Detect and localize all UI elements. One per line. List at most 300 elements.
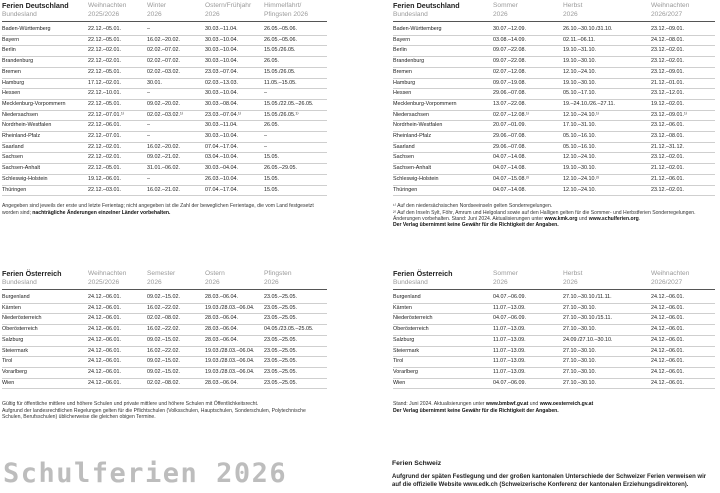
bundesland-cell: Burgenland (2, 290, 88, 304)
header-herbst: Herbst (563, 270, 583, 277)
header-sommer: Sommer (493, 2, 518, 9)
date-cell: 04.07.–14.08. (493, 153, 563, 164)
date-cell: 23.05.–25.05. (264, 378, 327, 389)
de-left-note (2, 203, 332, 216)
header-sommer: Sommer (493, 270, 518, 277)
bundesland-cell: Niedersachsen (393, 110, 493, 121)
table-row (393, 314, 715, 325)
table-row (2, 346, 327, 357)
table-row (393, 78, 715, 89)
bundesland-cell: Saarland (2, 142, 88, 153)
date-cell: 04.07.–06.09. (493, 378, 563, 389)
date-cell: 02.03.–13.03. (205, 78, 264, 89)
de-right-table (393, 1, 715, 196)
date-cell: 23.12.–09.01.¹⁾ (651, 110, 715, 121)
table-row (2, 57, 327, 68)
date-cell: 30.03.–10.04. (205, 35, 264, 46)
date-cell: 24.12.–06.01. (651, 378, 715, 389)
header-title: Ferien Deutschland (2, 1, 69, 10)
table-row (393, 325, 715, 336)
date-cell: 19.10.–30.10. (563, 164, 651, 175)
date-cell: 29.06.–07.08. (493, 132, 563, 143)
date-cell: 24.12.–06.01. (88, 314, 147, 325)
date-cell: 24.12.–06.01. (88, 357, 147, 368)
date-cell: 12.10.–24.10. (563, 153, 651, 164)
date-cell: 27.10.–30.10. (563, 346, 651, 357)
link-schulferien[interactable]: www.schulferien.org (588, 216, 639, 223)
date-cell: 17.10.–31.10. (563, 121, 651, 132)
date-cell: 11.07.–13.09. (493, 325, 563, 336)
date-cell: 04.05./23.05.–25.05. (264, 325, 327, 336)
date-cell: 22.12.–06.01. (88, 121, 147, 132)
date-cell: 19.03./28.03.–06.04. (205, 367, 264, 378)
date-cell: 27.10.–30.10. (563, 325, 651, 336)
bundesland-cell: Salzburg (393, 335, 493, 346)
date-cell: 24.12.–06.01. (651, 346, 715, 357)
header-year: 2026 (205, 10, 264, 22)
table-row (2, 67, 327, 78)
date-cell: 29.06.–07.08. (493, 89, 563, 100)
date-cell: 28.03.–06.04. (205, 314, 264, 325)
bundesland-cell: Vorarlberg (393, 367, 493, 378)
date-cell: 15.05./26.05. (264, 46, 327, 57)
table-row (393, 142, 715, 153)
bundesland-cell: Sachsen (2, 153, 88, 164)
bundesland-cell: Steiermark (2, 346, 88, 357)
date-cell: 04.07.–15.08.²⁾ (493, 174, 563, 185)
date-cell: 02.02.–03.02. (147, 67, 205, 78)
date-cell: 09.02.–15.02. (147, 290, 205, 304)
header-year: 2026 (264, 278, 327, 290)
bundesland-cell: Schleswig-Holstein (393, 174, 493, 185)
date-cell: 27.10.–30.10./11.11. (563, 290, 651, 304)
date-cell: 04.07.–14.08. (493, 164, 563, 175)
date-cell: 05.10.–16.10. (563, 132, 651, 143)
date-cell: 22.12.–05.01. (88, 22, 147, 36)
table-row (2, 335, 327, 346)
date-cell: 15.05./22.05.–26.05. (264, 99, 327, 110)
table-row (2, 110, 327, 121)
table-row (393, 22, 715, 36)
date-cell: 02.02.–07.02. (147, 46, 205, 57)
date-cell: 24.12.–06.01. (651, 357, 715, 368)
header-semester: Semester (147, 270, 176, 277)
date-cell: 16.02.–22.02. (147, 325, 205, 336)
date-cell: 23.12.–06.01. (651, 121, 715, 132)
table-row (393, 153, 715, 164)
bundesland-cell: Nordrhein-Westfalen (393, 121, 493, 132)
footnote-1: ¹⁾ Auf den niedersächsischen Nordseeinseln gelten Sonderregelungen. (393, 203, 553, 210)
date-cell: 23.12.–09.01. (651, 67, 715, 78)
footnote-3: Änderungen vorbehalten. Stand: Juni 2024. Aktualisierungen unter (393, 216, 545, 223)
date-cell: – (147, 22, 205, 36)
date-cell: 02.02.–07.02. (147, 57, 205, 68)
header-year: 2025/2026 (88, 278, 147, 290)
date-cell: 30.01. (147, 78, 205, 89)
date-cell: 19.12.–06.01. (88, 174, 147, 185)
bundesland-cell: Schleswig-Holstein (2, 174, 88, 185)
date-cell: 21.12.–06.01. (651, 174, 715, 185)
header-title: Ferien Österreich (393, 269, 453, 278)
header-title: Ferien Österreich (2, 269, 62, 278)
bundesland-cell: Mecklenburg-Vorpommern (393, 99, 493, 110)
note-line: Gültig für öffentliche mittlere und höhere Schulen und private mittlere und höhere Schulen mit Öffentlichkeitsrecht. (2, 401, 259, 408)
date-cell: 22.12.–02.01. (88, 153, 147, 164)
link-kmk[interactable]: www.kmk.org (544, 216, 578, 223)
table-row (393, 174, 715, 185)
date-cell: 19.03./28.03.–06.04. (205, 303, 264, 314)
bundesland-cell: Oberösterreich (2, 325, 88, 336)
date-cell: – (147, 89, 205, 100)
date-cell: 30.07.–12.09. (493, 22, 563, 36)
date-cell: 22.12.–02.01. (88, 57, 147, 68)
header-year: 2026 (563, 278, 651, 290)
date-cell: 23.12.–02.01. (651, 46, 715, 57)
table-row (393, 132, 715, 143)
table-row (2, 185, 327, 196)
date-cell: 24.12.–06.01. (651, 367, 715, 378)
date-cell: 05.10.–17.10. (563, 89, 651, 100)
date-cell: 30.03.–11.04. (205, 22, 264, 36)
bundesland-cell: Rheinland-Pfalz (393, 132, 493, 143)
date-cell: 09.07.–19.08. (493, 78, 563, 89)
table-row (393, 290, 715, 304)
table-row (393, 121, 715, 132)
de-table-right (393, 1, 715, 229)
header-year: Pfingsten 2026 (264, 10, 327, 22)
date-cell: – (264, 89, 327, 100)
de-right-footnotes (393, 203, 715, 229)
date-cell: 31.01.–06.02. (147, 164, 205, 175)
table-row (2, 357, 327, 368)
bundesland-cell: Baden-Württemberg (393, 22, 493, 36)
bundesland-cell: Nordrhein-Westfalen (2, 121, 88, 132)
date-cell: 16.02.–20.02. (147, 142, 205, 153)
link-bmbwf[interactable]: www.bmbwf.gv.at (485, 401, 529, 408)
date-cell: 16.02.–20.02. (147, 35, 205, 46)
disclaimer: Der Verlag übernimmt keine Gewähr für die Richtigkeit der Angaben. (393, 222, 559, 229)
date-cell: 21.12.–01.01. (651, 78, 715, 89)
bundesland-cell: Wien (393, 378, 493, 389)
table-row (393, 35, 715, 46)
date-cell: 24.12.–06.01. (88, 346, 147, 357)
date-cell: 23.03.–07.04.¹⁾ (205, 110, 264, 121)
date-cell: 23.12.–12.01. (651, 89, 715, 100)
date-cell: 21.12.–02.01. (651, 164, 715, 175)
bundesland-cell: Niederösterreich (393, 314, 493, 325)
table-row (2, 367, 327, 378)
date-cell: 23.05.–25.05. (264, 290, 327, 304)
date-cell: 12.10.–24.10.²⁾ (563, 174, 651, 185)
date-cell: 19.10.–31.10. (563, 46, 651, 57)
date-cell: 12.10.–24.10. (563, 185, 651, 196)
table-row (2, 121, 327, 132)
bundesland-cell: Saarland (393, 142, 493, 153)
date-cell: 23.05.–25.05. (264, 357, 327, 368)
header-weihnachten: Weihnachten (88, 2, 127, 9)
date-cell: 24.12.–06.01. (651, 314, 715, 325)
date-cell: 24.12.–06.01. (651, 325, 715, 336)
bundesland-cell: Sachsen-Anhalt (393, 164, 493, 175)
table-row (2, 89, 327, 100)
header-bundesland: Bundesland (2, 10, 88, 22)
date-cell: 28.03.–06.04. (205, 290, 264, 304)
header-year: 2026 (493, 10, 563, 22)
date-cell: 04.07.–06.09. (493, 314, 563, 325)
header-year: 2026 (493, 278, 563, 290)
table-row (2, 46, 327, 57)
date-cell: 30.03.–10.04. (205, 57, 264, 68)
date-cell: 23.03.–07.04. (205, 67, 264, 78)
table-row (393, 335, 715, 346)
de-left-table (2, 1, 327, 196)
table-row (393, 357, 715, 368)
date-cell: 02.02.–03.02.¹⁾ (147, 110, 205, 121)
bundesland-cell: Hessen (2, 89, 88, 100)
date-cell: 09.02.–15.02. (147, 367, 205, 378)
date-cell: 03.08.–14.09. (493, 35, 563, 46)
note-bold: nachträgliche Änderungen einzelner Länder vorbehalten. (32, 209, 171, 216)
bundesland-cell: Tirol (393, 357, 493, 368)
table-row (393, 89, 715, 100)
date-cell: 07.04.–17.04. (205, 142, 264, 153)
date-cell: 27.10.–30.10. (563, 367, 651, 378)
table-row (2, 153, 327, 164)
date-cell: 22.12.–05.01. (88, 99, 147, 110)
at-right-footnotes (393, 401, 715, 414)
at-left-table (2, 269, 327, 389)
table-row (2, 303, 327, 314)
table-row (2, 174, 327, 185)
date-cell: 12.10.–24.10.¹⁾ (563, 110, 651, 121)
date-cell: 07.04.–17.04. (205, 185, 264, 196)
date-cell: 27.10.–30.10. (563, 357, 651, 368)
date-cell: 24.12.–06.01. (651, 303, 715, 314)
date-cell: 03.04.–10.04. (205, 153, 264, 164)
schweiz-text: Aufgrund der späten Festlegung und der großen kantonalen Unterschiede der Schweizer Ferien verweisen wir auf die offizielle Website www.edk.ch (Schweizerische Konferenz der kantonalen Erziehungsdirektoren). (392, 474, 707, 488)
date-cell: 28.03.–06.04. (205, 378, 264, 389)
table-row (393, 99, 715, 110)
header-year: 2026/2027 (651, 10, 715, 22)
bundesland-cell: Mecklenburg-Vorpommern (2, 99, 88, 110)
bundesland-cell: Sachsen-Anhalt (2, 164, 88, 175)
date-cell: 27.10.–30.10. (563, 303, 651, 314)
bundesland-cell: Rheinland-Pfalz (2, 132, 88, 143)
date-cell: 15.05. (264, 185, 327, 196)
bundesland-cell: Thüringen (393, 185, 493, 196)
at-left-note (2, 401, 332, 420)
date-cell: 24.12.–06.01. (88, 367, 147, 378)
date-cell: 19.03./28.03.–06.04. (205, 357, 264, 368)
at-right-rows (393, 290, 715, 389)
table-row (2, 378, 327, 389)
date-cell: 23.12.–02.01. (651, 57, 715, 68)
table-row (2, 164, 327, 175)
date-cell: 22.12.–07.01. (88, 132, 147, 143)
date-cell: 30.03.–11.04. (205, 121, 264, 132)
date-cell: 22.12.–07.01.¹⁾ (88, 110, 147, 121)
date-cell: 11.07.–13.09. (493, 303, 563, 314)
date-cell: – (264, 142, 327, 153)
header-herbst: Herbst (563, 2, 583, 9)
table-row (393, 110, 715, 121)
date-cell: 12.10.–24.10. (563, 67, 651, 78)
bundesland-cell: Burgenland (393, 290, 493, 304)
note-line: worden sind; (2, 209, 33, 216)
date-cell: 20.07.–01.09. (493, 121, 563, 132)
at-right-table (393, 269, 715, 389)
table-row (2, 142, 327, 153)
date-cell: 05.10.–16.10. (563, 142, 651, 153)
date-cell: 15.05./26.05. (264, 67, 327, 78)
schweiz-title: Ferien Schweiz (392, 460, 442, 467)
bundesland-cell: Berlin (2, 46, 88, 57)
date-cell: 13.07.–22.08. (493, 99, 563, 110)
date-cell: 09.07.–22.08. (493, 57, 563, 68)
date-cell: 24.12.–06.01. (88, 335, 147, 346)
bundesland-cell: Hessen (393, 89, 493, 100)
date-cell: 23.05.–25.05. (264, 314, 327, 325)
date-cell: 26.05. (264, 57, 327, 68)
header-ostern: Ostern/Frühjahr (205, 2, 252, 9)
table-row (2, 22, 327, 36)
bundesland-cell: Berlin (393, 46, 493, 57)
date-cell: 30.03.–10.04. (205, 89, 264, 100)
de-left-rows (2, 22, 327, 196)
bundesland-cell: Bremen (393, 67, 493, 78)
date-cell: 28.03.–06.04. (205, 325, 264, 336)
at-left-rows (2, 290, 327, 389)
bundesland-cell: Niederösterreich (2, 314, 88, 325)
date-cell: – (147, 132, 205, 143)
footnote-1: Stand: Juni 2024. Aktualisierungen unter (393, 401, 486, 408)
bundesland-cell: Thüringen (2, 185, 88, 196)
date-cell: 26.05.–05.06. (264, 35, 327, 46)
table-row (2, 314, 327, 325)
table-row (2, 99, 327, 110)
table-row (393, 346, 715, 357)
date-cell: 23.05.–25.05. (264, 335, 327, 346)
date-cell: 23.05.–25.05. (264, 303, 327, 314)
date-cell: 16.02.–22.02. (147, 303, 205, 314)
footnote-dot: . (638, 216, 641, 223)
header-title: Ferien Deutschland (393, 1, 460, 10)
date-cell: 09.02.–15.02. (147, 335, 205, 346)
de-right-rows (393, 22, 715, 196)
date-cell: 19.–24.10./26.–27.11. (563, 99, 651, 110)
table-row (393, 378, 715, 389)
note-line: Aufgrund der landesrechtlichen Regelungen gelten für die Pflichtschulen (Volksschulen, Hauptschulen, Sonderschulen, Polytechnische (2, 407, 306, 414)
header-weihnachten: Weihnachten (88, 270, 127, 277)
header-weihnachten: Weihnachten (651, 2, 690, 9)
bundesland-cell: Sachsen (393, 153, 493, 164)
table-row (393, 67, 715, 78)
date-cell: 23.12.–08.01. (651, 132, 715, 143)
date-cell: 24.12.–06.01. (88, 290, 147, 304)
bundesland-cell: Oberösterreich (393, 325, 493, 336)
table-row (2, 132, 327, 143)
date-cell: 22.12.–02.01. (88, 142, 147, 153)
header-year: 2026 (563, 10, 651, 22)
header-pfingsten: Pfingsten (264, 270, 292, 277)
date-cell: 30.03.–10.04. (205, 46, 264, 57)
date-cell: 04.07.–06.09. (493, 290, 563, 304)
date-cell: 02.07.–12.08.¹⁾ (493, 110, 563, 121)
date-cell: 04.07.–14.08. (493, 185, 563, 196)
date-cell: – (264, 132, 327, 143)
date-cell: 30.03.–08.04. (205, 99, 264, 110)
bundesland-cell: Hamburg (2, 78, 88, 89)
date-cell: 09.02.–15.02. (147, 357, 205, 368)
link-oesterreich[interactable]: www.oesterreich.gv.at (539, 401, 594, 408)
date-cell: 24.12.–06.01. (88, 378, 147, 389)
date-cell: 09.07.–22.08. (493, 46, 563, 57)
bundesland-cell: Kärnten (393, 303, 493, 314)
date-cell: 09.02.–20.02. (147, 99, 205, 110)
bundesland-cell: Baden-Württemberg (2, 22, 88, 36)
bundesland-cell: Bayern (393, 35, 493, 46)
bundesland-cell: Salzburg (2, 335, 88, 346)
table-row (393, 303, 715, 314)
date-cell: 19.03./28.03.–06.04. (205, 346, 264, 357)
date-cell: 24.09./27.10.–30.10. (563, 335, 651, 346)
bundesland-cell: Kärnten (2, 303, 88, 314)
date-cell: 23.05.–25.05. (264, 346, 327, 357)
bundesland-cell: Hamburg (393, 78, 493, 89)
date-cell: 24.12.–08.01. (651, 35, 715, 46)
bundesland-cell: Wien (2, 378, 88, 389)
table-row (2, 290, 327, 304)
date-cell: 17.12.–02.01. (88, 78, 147, 89)
date-cell: 02.07.–12.08. (493, 67, 563, 78)
date-cell: 11.07.–13.09. (493, 346, 563, 357)
table-row (393, 367, 715, 378)
bundesland-cell: Brandenburg (393, 57, 493, 68)
date-cell: 22.12.–05.01. (88, 35, 147, 46)
date-cell: – (147, 174, 205, 185)
date-cell: 15.05. (264, 174, 327, 185)
date-cell: 22.12.–05.01. (88, 164, 147, 175)
date-cell: 27.10.–30.10./15.11. (563, 314, 651, 325)
bundesland-cell: Brandenburg (2, 57, 88, 68)
date-cell: 16.02.–21.02. (147, 185, 205, 196)
date-cell: – (147, 121, 205, 132)
date-cell: 22.12.–02.01. (88, 46, 147, 57)
date-cell: 11.07.–13.09. (493, 335, 563, 346)
header-weihnachten: Weihnachten (651, 270, 690, 277)
header-bundesland: Bundesland (393, 278, 493, 290)
date-cell: 02.02.–08.02. (147, 378, 205, 389)
date-cell: 24.12.–06.01. (651, 335, 715, 346)
date-cell: 02.11.–06.11. (563, 35, 651, 46)
header-year: 2025/2026 (88, 10, 147, 22)
bundesland-cell: Bayern (2, 35, 88, 46)
date-cell: 26.05.–29.05. (264, 164, 327, 175)
table-row (393, 57, 715, 68)
date-cell: 24.12.–06.01. (651, 290, 715, 304)
disclaimer: Der Verlag übernimmt keine Gewähr für die Richtigkeit der Angaben. (393, 407, 559, 414)
date-cell: 23.12.–09.01. (651, 22, 715, 36)
date-cell: 24.12.–06.01. (88, 325, 147, 336)
date-cell: 29.06.–07.08. (493, 142, 563, 153)
de-table-left (2, 1, 327, 216)
header-bundesland: Bundesland (393, 10, 493, 22)
date-cell: 11.05.–15.05. (264, 78, 327, 89)
bundesland-cell: Vorarlberg (2, 367, 88, 378)
date-cell: 26.03.–10.04. (205, 174, 264, 185)
bundesland-cell: Bremen (2, 67, 88, 78)
header-year: 2026 (147, 278, 205, 290)
